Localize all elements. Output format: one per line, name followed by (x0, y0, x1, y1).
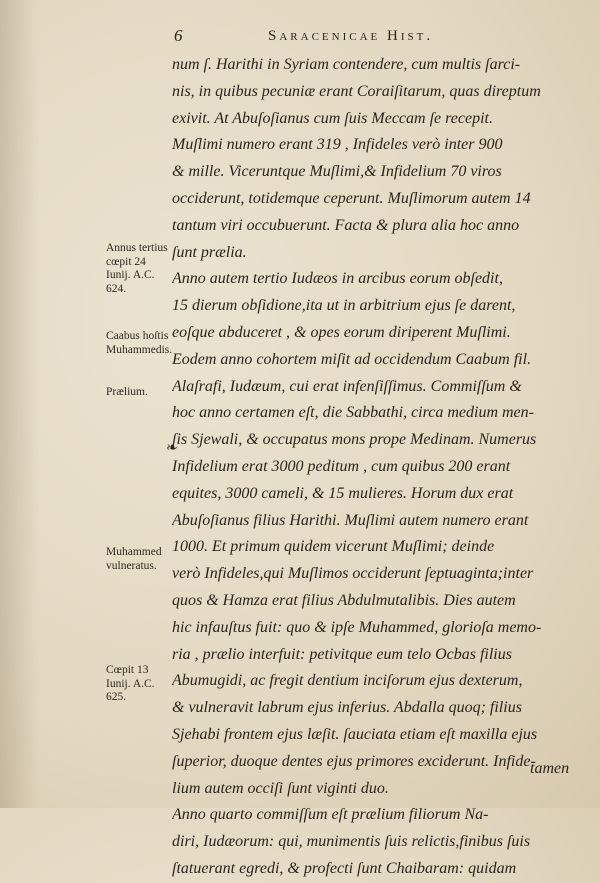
margin-note-muhammed-wounded: Muhammed vulneratus. (106, 546, 162, 572)
running-title: Saracenicae Hist. (268, 28, 434, 44)
text-line: ſtatuerant egredi, & profecti ſunt Chaibaram: quidam (172, 859, 517, 877)
text-line: exivit. At Abuſoſianus cum ſuis Meccam ſe recepit. (172, 109, 493, 127)
text-line: Anno quarto commiſſum eſt prælium filiorum Na- (172, 806, 489, 824)
text-line: num ſ. Harithi in Syriam contendere, cum multis ſarci- (172, 56, 521, 73)
text-line: ſis Sjewali, & occupatus mons prope Medinam. Numerus (172, 431, 537, 449)
gutter-shadow (0, 0, 40, 808)
text-line: Anno autem tertio Iudæos in arcibus eorum obſedit, (172, 270, 503, 288)
running-head (168, 26, 588, 48)
text-line: Abumugidi, ac fregit dentium inciſorum ejus dexterum, (172, 672, 523, 690)
text-line: eoſque abduceret , & opes eorum diriperent Muſlimi. (172, 323, 511, 341)
text-line: Muſlimi numero erant 319 , Infideles verò inter 900 (172, 136, 503, 154)
text-line: ſuperior, duoque dentes ejus primores exciderunt. Infide- (172, 752, 536, 770)
text-line: & vulneravit labrum ejus inferius. Abdalla quoq; filius (172, 699, 522, 717)
text-line: lium autem occiſi ſunt viginti duo. (172, 779, 389, 797)
text-line: nis, in quibus pecuniæ erant Coraiſitarum, quas direptum (172, 82, 541, 100)
catchword: tamen (530, 760, 570, 777)
page-number: 6 (174, 26, 183, 45)
text-line: ſunt prælia. (172, 243, 247, 261)
text-line: equites, 3000 cameli, & 15 mulieres. Horum dux erat (172, 484, 514, 502)
text-line: Infidelium erat 3000 peditum , cum quibus 200 erant (172, 457, 511, 475)
text-line: 15 dierum obſidione,ita ut in arbitrium ejus ſe darent, (172, 297, 516, 315)
margin-note-year-three: Annus tertius cœpit 24 Iunij. A.C. 624. (106, 242, 168, 295)
text-line: Alaſrafi, Iudæum, cui erat infenſiſſimus. Commiſſum & (172, 377, 522, 395)
body-text (172, 52, 584, 883)
text-line: diri, Iudæorum: qui, munimentis ſuis relictis,finibus ſuis (172, 833, 531, 851)
text-line: Abuſoſianus filius Harithi. Muſlimi autem numero erant (172, 511, 529, 529)
text-line: Sjehabi frontem ejus læſit. ſauciata etiam eſt maxilla ejus (172, 725, 538, 743)
text-line: tantum viri occubuerunt. Facta & plura alia hoc anno (172, 216, 520, 234)
text-line: & mille. Viceruntque Muſlimi,& Infidelium 70 viros (172, 163, 502, 181)
text-line: ria , prælio interfuit: petivitque eum telo Ocbas filius (172, 645, 512, 663)
text-line: hoc anno certamen eſt, die Sabbathi, circa medium men- (172, 404, 534, 422)
margin-note-battle: Prælium. (106, 386, 148, 398)
text-line: verò Infideles,qui Muſlimos occiderunt ſeptuaginta;inter (172, 565, 534, 583)
margin-note-year-four: Cœpit 13 Iunij. A.C. 625. (106, 664, 155, 703)
marginal-mark: ❧ (166, 441, 178, 456)
margin-note-caabus: Caabus hoſtis Muhammedis. (106, 330, 173, 356)
text-line: Eodem anno cohortem miſit ad occidendum Caabum fil. (172, 350, 532, 368)
text-line: 1000. Et primum quidem vicerunt Muſlimi; deinde (172, 538, 495, 556)
text-line: hic infauſtus fuit: quo & ipſe Muhammed, glorioſa memo- (172, 618, 542, 636)
text-line: quos & Hamza erat filius Abdulmutalibis. Dies autem (172, 591, 516, 609)
text-line: occiderunt, totidemque ceperunt. Muſlimorum autem 14 (172, 189, 531, 207)
